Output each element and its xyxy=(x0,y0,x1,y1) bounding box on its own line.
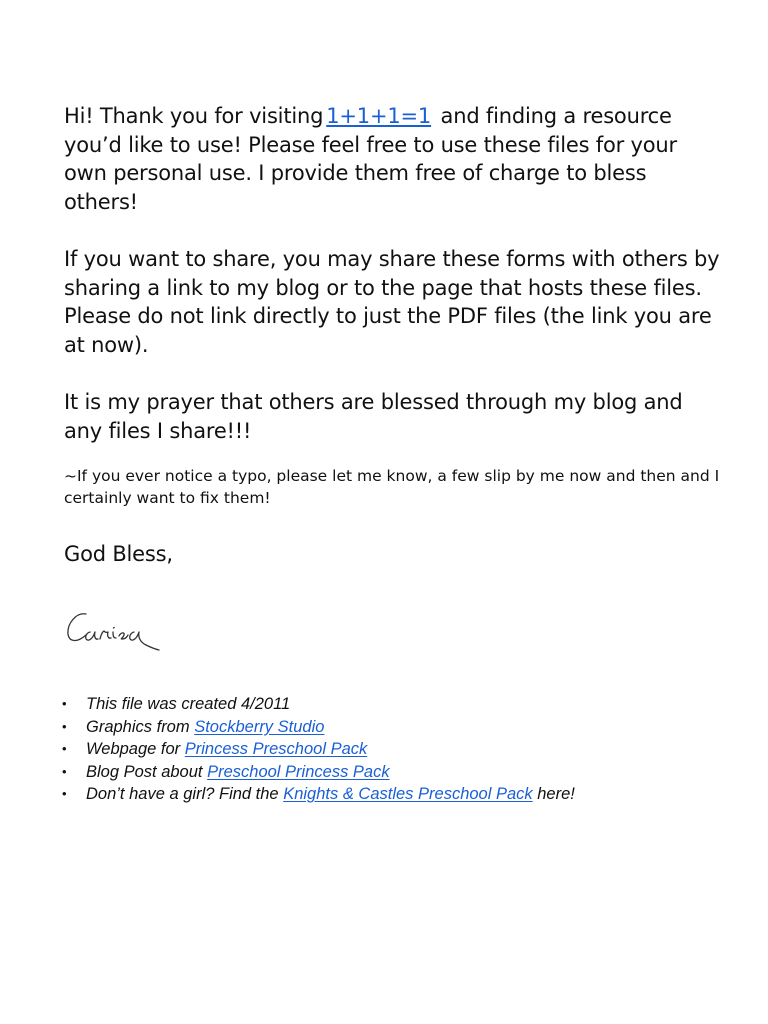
intro-text-start: Hi! Thank you for visiting xyxy=(64,104,324,128)
blog-post-prefix: Blog Post about xyxy=(86,762,208,781)
bullet: • xyxy=(62,696,67,711)
signature-stroke-a xyxy=(86,632,98,640)
preschool-princess-pack-link[interactable]: Preschool Princess Pack xyxy=(207,762,390,781)
list-item-created xyxy=(60,693,740,716)
girl-suffix: here! xyxy=(532,785,575,803)
file-info-list xyxy=(60,693,740,806)
signature-stroke-s xyxy=(119,633,128,639)
graphics-prefix: Graphics from xyxy=(86,717,195,736)
intro-paragraph xyxy=(64,102,724,216)
list-item-girl xyxy=(60,783,740,806)
knights-castles-preschool-pack-link[interactable]: Knights & Castles Preschool Pack xyxy=(283,785,533,803)
list-item-blog-post xyxy=(60,761,740,784)
signature xyxy=(64,604,184,654)
signature-stroke-i xyxy=(113,627,116,638)
signature-stroke-c xyxy=(68,614,86,641)
intro-text-end: and finding a resource you’d like to use! Please feel free to use these files for your own personal use. I provide them free of charge to bless others! xyxy=(64,104,677,214)
bullet: • xyxy=(62,763,67,779)
bullet: • xyxy=(62,786,67,801)
signature-stroke-final-a xyxy=(130,632,159,650)
bullet: • xyxy=(62,718,67,734)
created-text: This file was created 4/2011 xyxy=(86,695,291,713)
typo-note: ~If you ever notice a typo, please let me know, a few slip by me now and then and I certainly want to fix them! xyxy=(64,467,720,507)
signature-stroke-r xyxy=(100,631,111,639)
closing-line: God Bless, xyxy=(64,542,173,566)
blog-link[interactable]: 1+1+1=1 xyxy=(326,104,432,128)
bullet: • xyxy=(62,741,67,756)
prayer-paragraph: It is my prayer that others are blessed through my blog and any files I share!!! xyxy=(64,390,683,443)
sharing-paragraph: If you want to share, you may share these forms with others by sharing a link to my blog or to the page that hosts these files. Please do not link directly to just the PDF files (the link you are at now). xyxy=(64,247,720,357)
list-item-graphics xyxy=(60,716,740,739)
webpage-prefix: Webpage for xyxy=(86,740,185,758)
list-item-webpage xyxy=(60,738,740,761)
girl-prefix: Don’t have a girl? Find the xyxy=(86,785,284,803)
princess-preschool-pack-link[interactable]: Princess Preschool Pack xyxy=(184,740,368,758)
stockberry-studio-link[interactable]: Stockberry Studio xyxy=(194,717,325,736)
